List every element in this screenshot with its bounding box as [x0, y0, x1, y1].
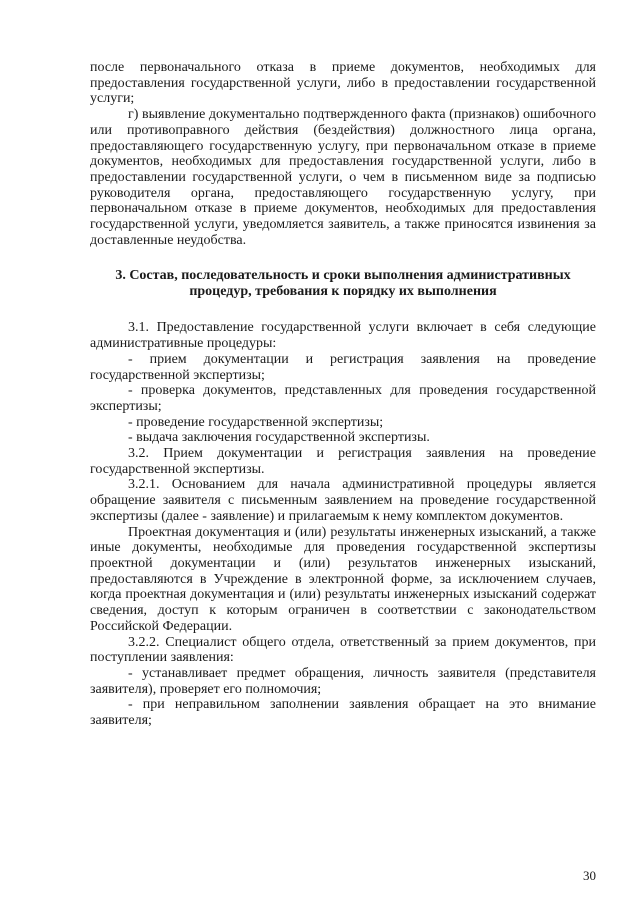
- paragraph-item-g: г) выявление документально подтвержденного факта (признаков) ошибочного или противоправного действия (бездействия) должностного лица органа, предоставляющего государственную услугу, при первоначальном отказе в приеме документов, необходимых для предоставления государственной услуги, либо в предоставлении государственной услуги, о чем в письменном виде за подписью руководителя органа, предоставляющего государственную услугу, при первоначальном отказе в приеме документов, необходимых для предоставления государственной услуги, уведомляется заявитель, а также приносятся извинения за доставленные неудобства.: [90, 107, 596, 248]
- paragraph-continuation: после первоначального отказа в приеме документов, необходимых для предоставления государственной услуги, либо в предоставлении государственной услуги;: [90, 60, 596, 107]
- list-item-incorrect-fill: - при неправильном заполнении заявления обращает на это внимание заявителя;: [90, 697, 596, 729]
- list-item-conclusion: - выдача заключения государственной экспертизы.: [128, 430, 430, 446]
- paragraph-3-1: 3.1. Предоставление государственной услуги включает в себя следующие административные процедуры:: [90, 320, 596, 352]
- section-heading: 3. Состав, последовательность и сроки выполнения административных процедур, требования к порядку их выполнения: [115, 268, 571, 300]
- list-item-expertise: - проведение государственной экспертизы;: [128, 414, 384, 430]
- paragraph-3-2: 3.2. Прием документации и регистрация заявления на проведение государственной экспертизы.: [90, 446, 596, 477]
- paragraph-3-2-2: 3.2.2. Специалист общего отдела, ответственный за прием документов, при поступлении заявления:: [90, 634, 596, 666]
- list-item-establish: - устанавливает предмет обращения, личность заявителя (представителя заявителя), проверяет его полномочия;: [90, 665, 596, 697]
- document-page: [90, 60, 596, 729]
- paragraph-3-2-1: 3.2.1. Основанием для начала административной процедуры является обращение заявителя с письменным заявлением на проведение государственной экспертизы (далее - заявление) и прилагаемым к нему комплектом документов.: [90, 477, 596, 524]
- list-item-reception: - прием документации и регистрация заявления на проведение государственной экспертизы;: [90, 351, 596, 383]
- list-item-check: - проверка документов, представленных для проведения государственной экспертизы;: [90, 383, 596, 414]
- page-number: 30: [583, 868, 596, 883]
- paragraph-electronic-form: Проектная документация и (или) результаты инженерных изысканий, а также иные документы, необходимые для проведения государственной экспертизы проектной документации и (или) результатов инженерных изысканий, предоставляются в Учреждение в электронной форме, за исключением случаев, когда проектная документация и (или) результаты инженерных изысканий содержат сведения, доступ к которым ограничен в соответствии с законодательством Российской Федерации.: [90, 524, 596, 634]
